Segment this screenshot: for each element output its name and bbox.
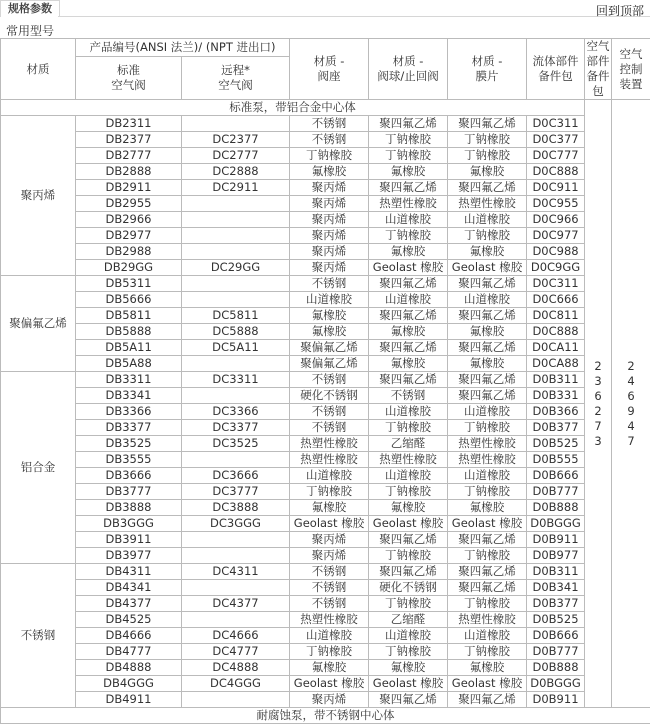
cell-standard: DB3977 (76, 548, 182, 564)
cell-standard: DB4666 (76, 628, 182, 644)
cell-remote: DC2777 (182, 148, 290, 164)
air-control-digit: 9 (627, 403, 635, 418)
cell-seat: 不锈钢 (290, 116, 369, 132)
cell-standard: DB4377 (76, 596, 182, 612)
cell-ball: 丁钠橡胶 (369, 420, 448, 436)
cell-remote: DC3888 (182, 500, 290, 516)
cell-diaphragm: 热塑性橡胶 (448, 196, 527, 212)
cell-standard: DB4777 (76, 644, 182, 660)
table-row (1, 660, 650, 676)
cell-remote: DC3311 (182, 372, 290, 388)
cell-seat: 氟橡胶 (290, 308, 369, 324)
table-row (1, 404, 650, 420)
cell-seat: 聚偏氟乙烯 (290, 340, 369, 356)
cell-seat: 聚偏氟乙烯 (290, 356, 369, 372)
cell-fluid-kit: D0C777 (527, 148, 585, 164)
cell-diaphragm: 丁钠橡胶 (448, 228, 527, 244)
cell-seat: 聚丙烯 (290, 228, 369, 244)
cell-remote (182, 116, 290, 132)
cell-seat: 聚丙烯 (290, 196, 369, 212)
table-row (1, 372, 650, 388)
cell-seat: 聚丙烯 (290, 532, 369, 548)
cell-fluid-kit: D0B377 (527, 596, 585, 612)
cell-remote: DC3377 (182, 420, 290, 436)
air-kit-digit: 2 (594, 403, 602, 418)
table-row (1, 244, 650, 260)
table-row (1, 132, 650, 148)
cell-standard: DB3666 (76, 468, 182, 484)
cell-diaphragm: 山道橡胶 (448, 468, 527, 484)
cell-diaphragm: 聚四氟乙烯 (448, 580, 527, 596)
cell-fluid-kit: D0C966 (527, 212, 585, 228)
air-control-digit: 6 (627, 388, 635, 403)
cell-remote: DC3366 (182, 404, 290, 420)
cell-diaphragm: 丁钠橡胶 (448, 420, 527, 436)
cell-remote: DC4GGG (182, 676, 290, 692)
cell-fluid-kit: D0C9GG (527, 260, 585, 276)
table-row (1, 308, 650, 324)
table-row (1, 484, 650, 500)
air-kit-digit: 2 (594, 358, 602, 373)
table-row (1, 516, 650, 532)
cell-fluid-kit: D0C666 (527, 292, 585, 308)
cell-diaphragm: 山道橡胶 (448, 628, 527, 644)
cell-standard: DB5A88 (76, 356, 182, 372)
cell-diaphragm: 丁钠橡胶 (448, 148, 527, 164)
cell-diaphragm: 热塑性橡胶 (448, 452, 527, 468)
table-row (1, 500, 650, 516)
cell-seat: 不锈钢 (290, 596, 369, 612)
cell-ball: 丁钠橡胶 (369, 148, 448, 164)
cell-ball: 聚四氟乙烯 (369, 180, 448, 196)
cell-seat: 不锈钢 (290, 276, 369, 292)
cell-fluid-kit: D0C311 (527, 116, 585, 132)
col-header-ball: 材质 - 阀球/止回阀 (369, 39, 448, 100)
cell-fluid-kit: D0B911 (527, 692, 585, 708)
table-row (1, 212, 650, 228)
cell-remote: DC3GGG (182, 516, 290, 532)
cell-remote (182, 452, 290, 468)
cell-diaphragm: 聚四氟乙烯 (448, 180, 527, 196)
table-row (1, 644, 650, 660)
table-row (1, 388, 650, 404)
cell-diaphragm: 氟橡胶 (448, 324, 527, 340)
cell-fluid-kit: D0C888 (527, 164, 585, 180)
cell-standard: DB3888 (76, 500, 182, 516)
cell-remote: DC4888 (182, 660, 290, 676)
note-standard: 标准泵，带铝合金中心体 (1, 100, 585, 116)
cell-ball: 氟橡胶 (369, 164, 448, 180)
table-row (1, 260, 650, 276)
cell-remote: DC5888 (182, 324, 290, 340)
cell-fluid-kit: D0B366 (527, 404, 585, 420)
cell-seat: 氟橡胶 (290, 324, 369, 340)
cell-ball: 丁钠橡胶 (369, 596, 448, 612)
cell-remote (182, 276, 290, 292)
cell-standard: DB5311 (76, 276, 182, 292)
col-header-air-kit: 空气 部件 备件 包 (586, 39, 610, 98)
cell-diaphragm: 丁钠橡胶 (448, 644, 527, 660)
cell-standard: DB29GG (76, 260, 182, 276)
col-header-air-control: 空气 控制 装置 (612, 39, 650, 100)
air-control-digit: 4 (627, 418, 635, 433)
table-row (1, 356, 650, 372)
cell-ball: 热塑性橡胶 (369, 196, 448, 212)
air-control-digit: 4 (627, 373, 635, 388)
cell-diaphragm: 山道橡胶 (448, 404, 527, 420)
cell-diaphragm: 山道橡胶 (448, 212, 527, 228)
back-to-top-link[interactable]: 回到顶部 (595, 4, 644, 18)
cell-ball: 聚四氟乙烯 (369, 340, 448, 356)
cell-remote (182, 612, 290, 628)
cell-diaphragm: Geolast 橡胶 (448, 676, 527, 692)
cell-ball: 丁钠橡胶 (369, 548, 448, 564)
cell-remote: DC4377 (182, 596, 290, 612)
cell-ball: 氟橡胶 (369, 660, 448, 676)
header-divider (58, 16, 650, 17)
cell-standard: DB4341 (76, 580, 182, 596)
cell-ball: 聚四氟乙烯 (369, 564, 448, 580)
cell-diaphragm: 氟橡胶 (448, 244, 527, 260)
cell-fluid-kit: D0C811 (527, 308, 585, 324)
cell-fluid-kit: D0B341 (527, 580, 585, 596)
cell-remote (182, 388, 290, 404)
cell-standard: DB2311 (76, 116, 182, 132)
cell-seat: 聚丙烯 (290, 260, 369, 276)
cell-seat: 不锈钢 (290, 404, 369, 420)
col-header-product-code: 产品编号(ANSI 法兰)/ (NPT 进出口) (76, 39, 290, 57)
air-control-cell (612, 100, 650, 708)
cell-seat: 丁钠橡胶 (290, 484, 369, 500)
col-header-material: 材质 (1, 39, 76, 100)
table-row (1, 628, 650, 644)
cell-ball: Geolast 橡胶 (369, 516, 448, 532)
cell-remote (182, 692, 290, 708)
cell-fluid-kit: D0BGGG (527, 676, 585, 692)
cell-seat: 聚丙烯 (290, 692, 369, 708)
cell-remote (182, 580, 290, 596)
cell-standard: DB3366 (76, 404, 182, 420)
cell-standard: DB3911 (76, 532, 182, 548)
table-row (1, 292, 650, 308)
col-header-standard-valve: 标准 空气阀 (76, 57, 182, 100)
cell-remote: DC5A11 (182, 340, 290, 356)
cell-remote: DC3777 (182, 484, 290, 500)
cell-fluid-kit: D0B311 (527, 564, 585, 580)
cell-fluid-kit: D0B777 (527, 644, 585, 660)
air-control-digit: 2 (627, 358, 635, 373)
section-header (0, 0, 650, 18)
col-header-remote-valve: 远程* 空气阀 (182, 57, 290, 100)
cell-standard: DB5888 (76, 324, 182, 340)
cell-remote: DC3525 (182, 436, 290, 452)
cell-seat: 热塑性橡胶 (290, 612, 369, 628)
col-header-diaphragm: 材质 - 膜片 (448, 39, 527, 100)
note-row (1, 100, 650, 116)
cell-fluid-kit: D0B377 (527, 420, 585, 436)
table-row (1, 676, 650, 692)
col-header-seat: 材质 - 阀座 (290, 39, 369, 100)
cell-diaphragm: 丁钠橡胶 (448, 484, 527, 500)
cell-standard: DB2977 (76, 228, 182, 244)
air-kit-digit: 3 (594, 373, 602, 388)
cell-ball: 山道橡胶 (369, 292, 448, 308)
cell-diaphragm: 氟橡胶 (448, 164, 527, 180)
cell-fluid-kit: D0C977 (527, 228, 585, 244)
cell-remote (182, 228, 290, 244)
tab-spec[interactable]: 规格参数 (0, 0, 60, 17)
cell-ball: Geolast 橡胶 (369, 676, 448, 692)
cell-diaphragm: 氟橡胶 (448, 500, 527, 516)
cell-ball: 聚四氟乙烯 (369, 308, 448, 324)
cell-ball: 硬化不锈钢 (369, 580, 448, 596)
material-group-label: 聚丙烯 (1, 116, 76, 276)
cell-seat: 聚丙烯 (290, 548, 369, 564)
cell-ball: 山道橡胶 (369, 404, 448, 420)
cell-standard: DB3777 (76, 484, 182, 500)
cell-standard: DB2955 (76, 196, 182, 212)
cell-standard: DB4311 (76, 564, 182, 580)
cell-fluid-kit: D0CA88 (527, 356, 585, 372)
cell-remote (182, 244, 290, 260)
cell-standard: DB3525 (76, 436, 182, 452)
cell-diaphragm: 氟橡胶 (448, 660, 527, 676)
air-control-digit: 7 (627, 433, 635, 448)
cell-ball: 聚四氟乙烯 (369, 372, 448, 388)
cell-seat: 氟橡胶 (290, 164, 369, 180)
cell-standard: DB2888 (76, 164, 182, 180)
cell-fluid-kit: D0B555 (527, 452, 585, 468)
cell-ball: 山道橡胶 (369, 468, 448, 484)
cell-diaphragm: 聚四氟乙烯 (448, 308, 527, 324)
cell-diaphragm: 聚四氟乙烯 (448, 116, 527, 132)
cell-standard: DB5811 (76, 308, 182, 324)
cell-remote (182, 548, 290, 564)
cell-remote (182, 212, 290, 228)
table-row (1, 548, 650, 564)
cell-seat: 不锈钢 (290, 420, 369, 436)
cell-remote (182, 356, 290, 372)
cell-standard: DB3555 (76, 452, 182, 468)
cell-diaphragm: 聚四氟乙烯 (448, 372, 527, 388)
material-group-label: 不锈钢 (1, 564, 76, 708)
table-row (1, 692, 650, 708)
cell-diaphragm: 丁钠橡胶 (448, 596, 527, 612)
air-kit-digit: 6 (594, 388, 602, 403)
table-row (1, 324, 650, 340)
cell-fluid-kit: D0B331 (527, 388, 585, 404)
cell-standard: DB2966 (76, 212, 182, 228)
cell-remote: DC29GG (182, 260, 290, 276)
cell-ball: 乙缩醛 (369, 612, 448, 628)
cell-seat: 聚丙烯 (290, 180, 369, 196)
cell-seat: 氟橡胶 (290, 500, 369, 516)
cell-standard: DB2377 (76, 132, 182, 148)
cell-seat: 热塑性橡胶 (290, 452, 369, 468)
cell-diaphragm: Geolast 橡胶 (448, 260, 527, 276)
note-corrosion: 耐腐蚀泵，带不锈钢中心体 (1, 708, 650, 724)
cell-standard: DB2988 (76, 244, 182, 260)
cell-standard: DB3311 (76, 372, 182, 388)
table-row (1, 532, 650, 548)
cell-fluid-kit: D0B888 (527, 500, 585, 516)
cell-ball: 氟橡胶 (369, 244, 448, 260)
material-group-label: 聚偏氟乙烯 (1, 276, 76, 372)
cell-seat: Geolast 橡胶 (290, 676, 369, 692)
cell-diaphragm: 丁钠橡胶 (448, 132, 527, 148)
cell-fluid-kit: D0CA11 (527, 340, 585, 356)
col-header-fluid-kit: 流体部件 备件包 (527, 39, 585, 100)
cell-diaphragm: 聚四氟乙烯 (448, 692, 527, 708)
table-row (1, 452, 650, 468)
cell-seat: 不锈钢 (290, 372, 369, 388)
cell-standard: DB4GGG (76, 676, 182, 692)
cell-diaphragm: Geolast 橡胶 (448, 516, 527, 532)
cell-seat: 山道橡胶 (290, 468, 369, 484)
subtitle: 常用型号 (6, 24, 55, 38)
cell-ball: 氟橡胶 (369, 356, 448, 372)
note-row (1, 708, 650, 724)
cell-fluid-kit: D0B525 (527, 612, 585, 628)
table-row (1, 116, 650, 132)
cell-remote: DC5811 (182, 308, 290, 324)
cell-diaphragm: 丁钠橡胶 (448, 548, 527, 564)
table-row (1, 420, 650, 436)
air-kit-digit: 3 (594, 433, 602, 448)
cell-diaphragm: 山道橡胶 (448, 292, 527, 308)
cell-seat: 丁钠橡胶 (290, 148, 369, 164)
cell-diaphragm: 聚四氟乙烯 (448, 532, 527, 548)
table-row (1, 340, 650, 356)
cell-fluid-kit: D0B911 (527, 532, 585, 548)
material-group-label: 铝合金 (1, 372, 76, 564)
cell-standard: DB4911 (76, 692, 182, 708)
air-kit-cell (585, 100, 612, 708)
table-row (1, 164, 650, 180)
cell-standard: DB2911 (76, 180, 182, 196)
cell-diaphragm: 聚四氟乙烯 (448, 276, 527, 292)
cell-seat: 不锈钢 (290, 564, 369, 580)
cell-fluid-kit: D0C911 (527, 180, 585, 196)
cell-fluid-kit: D0B666 (527, 628, 585, 644)
cell-ball: 聚四氟乙烯 (369, 276, 448, 292)
table-row (1, 436, 650, 452)
table-row (1, 468, 650, 484)
cell-remote: DC2911 (182, 180, 290, 196)
cell-fluid-kit: D0B311 (527, 372, 585, 388)
cell-fluid-kit: D0BGGG (527, 516, 585, 532)
cell-remote: DC4666 (182, 628, 290, 644)
cell-standard: DB2777 (76, 148, 182, 164)
cell-ball: 氟橡胶 (369, 500, 448, 516)
cell-standard: DB5666 (76, 292, 182, 308)
cell-ball: 聚四氟乙烯 (369, 116, 448, 132)
cell-seat: 氟橡胶 (290, 660, 369, 676)
cell-seat: 丁钠橡胶 (290, 644, 369, 660)
cell-fluid-kit: D0B977 (527, 548, 585, 564)
cell-remote: DC3666 (182, 468, 290, 484)
cell-ball: 山道橡胶 (369, 212, 448, 228)
cell-standard: DB4888 (76, 660, 182, 676)
table-row (1, 276, 650, 292)
cell-seat: Geolast 橡胶 (290, 516, 369, 532)
cell-fluid-kit: D0C888 (527, 324, 585, 340)
cell-fluid-kit: D0C311 (527, 276, 585, 292)
cell-fluid-kit: D0C988 (527, 244, 585, 260)
cell-remote (182, 532, 290, 548)
cell-standard: DB5A11 (76, 340, 182, 356)
cell-fluid-kit: D0B777 (527, 484, 585, 500)
cell-seat: 硬化不锈钢 (290, 388, 369, 404)
cell-fluid-kit: D0B666 (527, 468, 585, 484)
cell-standard: DB3377 (76, 420, 182, 436)
table-row (1, 228, 650, 244)
table-row (1, 596, 650, 612)
cell-ball: 丁钠橡胶 (369, 484, 448, 500)
table-row (1, 196, 650, 212)
cell-seat: 聚丙烯 (290, 212, 369, 228)
cell-ball: 聚四氟乙烯 (369, 532, 448, 548)
cell-seat: 不锈钢 (290, 132, 369, 148)
cell-remote: DC4311 (182, 564, 290, 580)
cell-seat: 热塑性橡胶 (290, 436, 369, 452)
cell-fluid-kit: D0C377 (527, 132, 585, 148)
cell-diaphragm: 氟橡胶 (448, 356, 527, 372)
spec-table (0, 38, 650, 724)
cell-ball: 乙缩醛 (369, 436, 448, 452)
cell-standard: DB4525 (76, 612, 182, 628)
cell-diaphragm: 聚四氟乙烯 (448, 388, 527, 404)
cell-remote: DC2377 (182, 132, 290, 148)
cell-ball: 山道橡胶 (369, 628, 448, 644)
table-row (1, 148, 650, 164)
cell-fluid-kit: D0C955 (527, 196, 585, 212)
table-row (1, 612, 650, 628)
cell-fluid-kit: D0B525 (527, 436, 585, 452)
cell-diaphragm: 聚四氟乙烯 (448, 564, 527, 580)
cell-diaphragm: 聚四氟乙烯 (448, 340, 527, 356)
cell-fluid-kit: D0B888 (527, 660, 585, 676)
cell-ball: 不锈钢 (369, 388, 448, 404)
cell-remote: DC4777 (182, 644, 290, 660)
cell-remote (182, 196, 290, 212)
cell-ball: 聚四氟乙烯 (369, 692, 448, 708)
cell-seat: 山道橡胶 (290, 628, 369, 644)
cell-ball: 丁钠橡胶 (369, 644, 448, 660)
cell-remote: DC2888 (182, 164, 290, 180)
cell-ball: 丁钠橡胶 (369, 228, 448, 244)
cell-standard: DB3341 (76, 388, 182, 404)
cell-ball: Geolast 橡胶 (369, 260, 448, 276)
cell-seat: 聚丙烯 (290, 244, 369, 260)
cell-diaphragm: 热塑性橡胶 (448, 612, 527, 628)
table-row (1, 180, 650, 196)
table-row (1, 580, 650, 596)
cell-seat: 山道橡胶 (290, 292, 369, 308)
cell-ball: 丁钠橡胶 (369, 132, 448, 148)
air-kit-digit: 7 (594, 418, 602, 433)
cell-remote (182, 292, 290, 308)
cell-ball: 氟橡胶 (369, 324, 448, 340)
cell-diaphragm: 热塑性橡胶 (448, 436, 527, 452)
table-row (1, 564, 650, 580)
cell-seat: 不锈钢 (290, 580, 369, 596)
cell-standard: DB3GGG (76, 516, 182, 532)
cell-ball: 热塑性橡胶 (369, 452, 448, 468)
